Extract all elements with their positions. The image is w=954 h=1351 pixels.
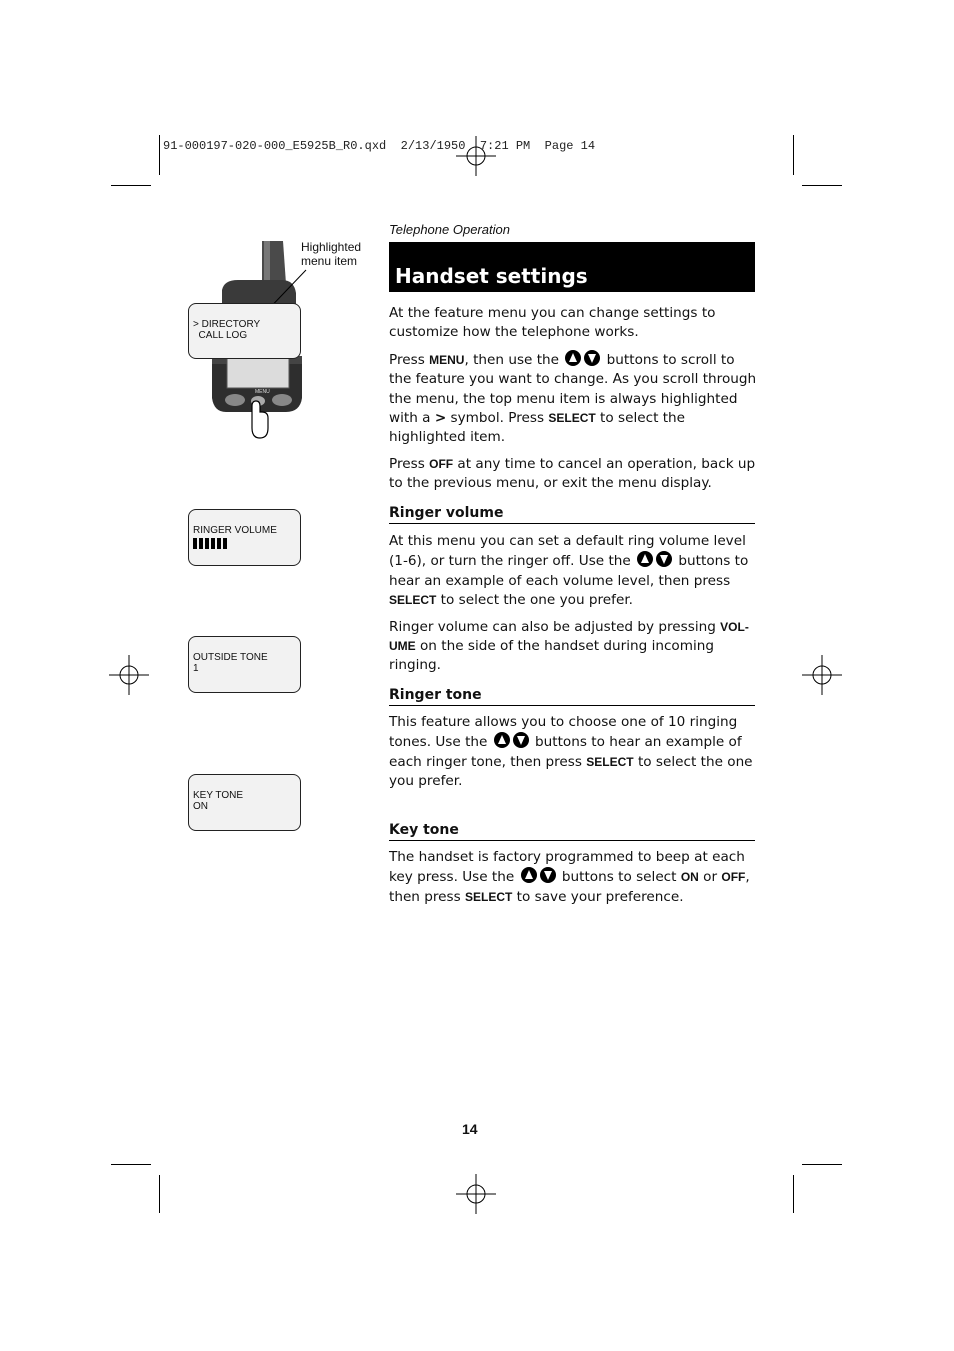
crop-mark xyxy=(111,1164,151,1165)
key-tone-display xyxy=(188,774,301,831)
section-label: Telephone Operation xyxy=(389,222,510,237)
display-line-ringer-volume: RINGER VOLUME xyxy=(193,525,277,536)
select-key: SELECT xyxy=(586,754,634,769)
file-slug: 91-000197-020-000_E5925B_R0.qxd 2/13/1950 7:21 PM Page 14 xyxy=(163,139,596,153)
up-arrow-button-icon xyxy=(494,732,510,748)
ringer-tone-text xyxy=(389,713,759,792)
display-line-tone-value: 1 xyxy=(193,663,199,674)
registration-mark-icon xyxy=(802,655,842,695)
crop-mark xyxy=(802,1164,842,1165)
display-line-key-tone-value: ON xyxy=(193,801,208,812)
crop-mark xyxy=(111,185,151,186)
off-key: OFF xyxy=(721,870,746,885)
outside-tone-display xyxy=(188,636,301,693)
crop-mark xyxy=(793,135,794,175)
volume-level-bars xyxy=(193,538,296,549)
on-key: ON xyxy=(680,870,699,885)
crop-mark xyxy=(802,185,842,186)
display-line-key-tone: KEY TONE xyxy=(193,790,244,801)
ringer-volume-paragraph-1: At this menu you can set a default ring volume level (1-6), or turn the ringer off. Use the buttons to hear an example of each volume level, then press SELECT to select the one you prefer. xyxy=(389,533,749,609)
down-arrow-button-icon xyxy=(584,350,600,366)
up-arrow-button-icon xyxy=(565,350,581,366)
ringer-tone-heading: Ringer tone xyxy=(389,687,755,706)
menu-key-label: MENU xyxy=(255,389,270,395)
select-key: SELECT xyxy=(465,889,513,904)
up-arrow-button-icon xyxy=(637,551,653,567)
key-tone-text xyxy=(389,848,759,907)
down-arrow-button-icon xyxy=(540,867,556,883)
ringer-volume-text xyxy=(389,532,759,676)
crop-mark xyxy=(159,1175,160,1213)
volume-key: VOL-UME xyxy=(389,619,749,654)
select-key: SELECT xyxy=(389,593,437,608)
down-arrow-button-icon xyxy=(656,551,672,567)
volume-bar xyxy=(205,538,209,549)
key-tone-paragraph: The handset is factory programmed to beep at each key press. Use the buttons to select ON or OFF, then press SELECT to save your preference. xyxy=(389,849,750,905)
intro-paragraph-1: At the feature menu you can change settings to customize how the telephone works. xyxy=(389,305,716,341)
menu-display xyxy=(188,303,301,359)
display-line-outside-tone: OUTSIDE TONE xyxy=(193,652,268,663)
volume-bar xyxy=(193,538,197,549)
intro-text xyxy=(389,304,759,494)
ringer-volume-paragraph-2: Ringer volume can also be adjusted by pressing VOL-UME on the side of the handset during incoming ringing. xyxy=(389,618,749,674)
volume-bar xyxy=(223,538,227,549)
highlighted-menu-item-callout: Highlighted menu item xyxy=(301,240,362,268)
display-line-directory: > DIRECTORY xyxy=(193,319,261,330)
crop-mark xyxy=(159,135,160,175)
title-bar xyxy=(389,242,755,292)
ringer-tone-paragraph: This feature allows you to choose one of 10 ringing tones. Use the buttons to hear an example of each ringer tone, then press SELECT to select the one you prefer. xyxy=(389,714,753,790)
intro-paragraph-3: Press OFF at any time to cancel an operation, back up to the previous menu, or exit the menu display. xyxy=(389,455,756,492)
volume-bar xyxy=(199,538,203,549)
volume-bar xyxy=(211,538,215,549)
menu-key: MENU xyxy=(429,352,465,367)
page-title: Handset settings xyxy=(395,264,588,288)
intro-paragraph-2: Press MENU, then use the buttons to scroll to the feature you want to change. As you scroll through the menu, the top menu item is always highlighted with a > symbol. Press SELECT to select the highlighted item. xyxy=(389,351,757,446)
select-key: SELECT xyxy=(548,411,596,426)
registration-mark-icon xyxy=(456,1174,496,1214)
key-tone-heading: Key tone xyxy=(389,822,755,841)
registration-mark-icon xyxy=(109,655,149,695)
registration-mark-icon xyxy=(456,136,496,176)
page-number: 14 xyxy=(462,1121,478,1137)
display-line-call-log: CALL LOG xyxy=(193,330,248,341)
volume-bar xyxy=(217,538,221,549)
down-arrow-button-icon xyxy=(513,732,529,748)
ringer-volume-display xyxy=(188,509,301,566)
up-arrow-button-icon xyxy=(521,867,537,883)
ringer-volume-heading: Ringer volume xyxy=(389,505,755,524)
crop-mark xyxy=(793,1175,794,1213)
off-key: OFF xyxy=(429,456,454,471)
